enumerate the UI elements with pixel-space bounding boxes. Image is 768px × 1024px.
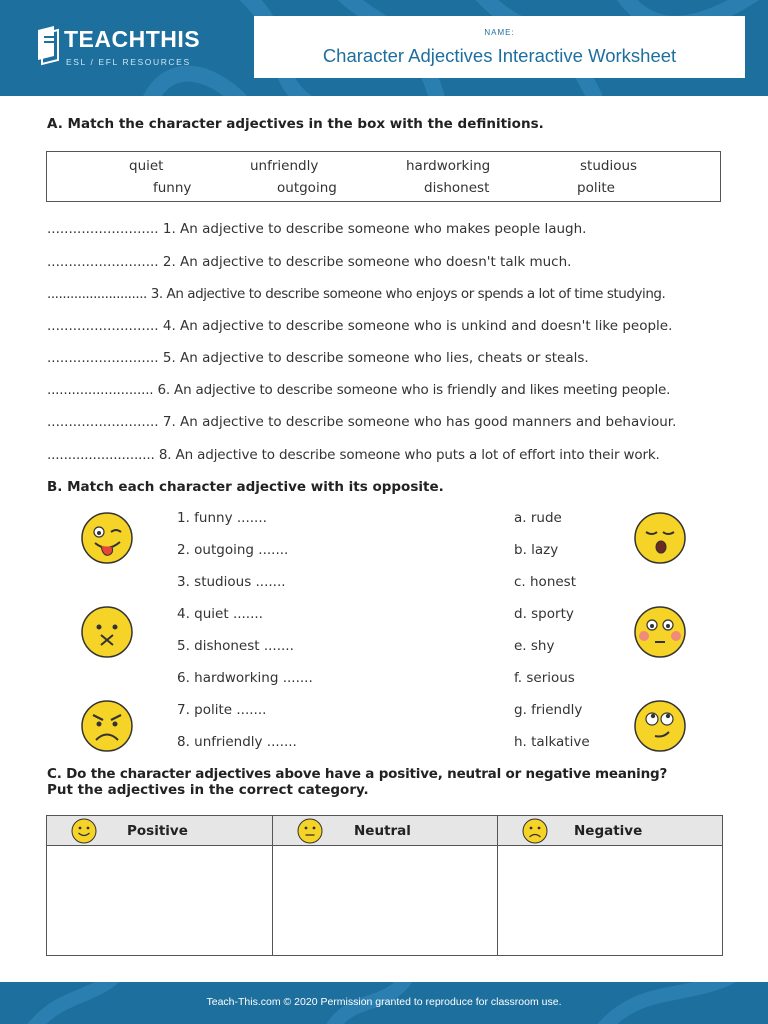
footer (0, 982, 768, 1024)
logo-text: TEACHTHIS (64, 26, 201, 52)
adjective-word-box (46, 151, 721, 202)
winking-tongue-face-icon (80, 511, 134, 565)
right-opposite-item: h. talkative (514, 734, 590, 750)
book-icon (34, 26, 62, 66)
copyright-notice[interactable]: Teach-This.com © 2020 Permission granted to reproduce for classroom use. (206, 996, 562, 1008)
header-banner (0, 0, 768, 96)
word-box-item: quiet (129, 158, 164, 174)
right-opposite-item: a. rude (514, 510, 562, 526)
definition-line[interactable]: .......................... 1. An adjective to describe someone who makes people laugh. (47, 221, 587, 237)
section-a-letter: A. (47, 116, 63, 132)
angry-face-icon (80, 699, 134, 753)
definition-line[interactable]: .......................... 4. An adjective to describe someone who is unkind and doesn't like people. (47, 318, 673, 334)
yawning-face-icon (633, 511, 687, 565)
section-b-heading (47, 479, 444, 495)
page-title: Character Adjectives Interactive Worksheet (322, 45, 677, 66)
left-adjective-item[interactable]: 6. hardworking ....... (177, 670, 313, 686)
right-opposite-item: d. sporty (514, 606, 574, 622)
right-opposite-item: b. lazy (514, 542, 559, 558)
name-field-label[interactable]: NAME: (484, 28, 515, 37)
left-adjective-item[interactable]: 8. unfriendly ....... (177, 734, 297, 750)
word-box-item: funny (153, 180, 192, 196)
definition-line[interactable]: .......................... 6. An adjective to describe someone who is friendly and likes meeting people. (47, 382, 671, 398)
right-opposite-item: e. shy (514, 638, 555, 654)
word-box-item: unfriendly (250, 158, 319, 174)
left-adjective-item[interactable]: 5. dishonest ....... (177, 638, 294, 654)
zipped-mouth-face-icon (80, 605, 134, 659)
definition-line[interactable]: .......................... 2. An adjective to describe someone who doesn't talk much. (47, 254, 572, 270)
category-table (46, 815, 723, 956)
definition-line[interactable]: .......................... 8. An adjective to describe someone who puts a lot of effort into their work. (47, 447, 660, 463)
section-c-heading (47, 766, 667, 798)
definition-line[interactable]: .......................... 7. An adjective to describe someone who has good manners and behaviour. (47, 414, 677, 430)
rolling-eyes-face-icon (633, 699, 687, 753)
sad-face-icon (522, 818, 548, 844)
section-b-instruction: Match each character adjective with its opposite. (67, 479, 444, 495)
right-opposite-item: g. friendly (514, 702, 583, 718)
left-adjective-item[interactable]: 1. funny ....... (177, 510, 267, 526)
definition-line[interactable]: .......................... 5. An adjective to describe someone who lies, cheats or steals. (47, 350, 589, 366)
neutral-column[interactable] (273, 816, 498, 955)
logo-subtext: ESL / EFL RESOURCES (66, 57, 191, 67)
definition-line[interactable]: .......................... 3. An adjective to describe someone who enjoys or spends a lot of time studying. (47, 286, 666, 302)
word-box-item: outgoing (277, 180, 337, 196)
word-box-item: dishonest (424, 180, 490, 196)
neutral-column-label: Neutral (354, 823, 411, 839)
left-adjective-item[interactable]: 7. polite ....... (177, 702, 267, 718)
left-adjective-item[interactable]: 2. outgoing ....... (177, 542, 289, 558)
section-b-letter: B. (47, 479, 63, 495)
word-box-item: hardworking (406, 158, 491, 174)
negative-column[interactable] (498, 816, 722, 955)
positive-column[interactable] (47, 816, 273, 955)
word-box-item: studious (580, 158, 638, 174)
section-a-instruction: Match the character adjectives in the box with the definitions. (67, 116, 544, 132)
smiling-face-icon (71, 818, 97, 844)
neutral-face-icon (297, 818, 323, 844)
right-opposite-item: f. serious (514, 670, 575, 686)
left-adjective-item[interactable]: 3. studious ....... (177, 574, 286, 590)
section-c-instruction-line2: Put the adjectives in the correct category. (47, 782, 369, 798)
left-adjective-item[interactable]: 4. quiet ....... (177, 606, 263, 622)
section-a-heading (47, 116, 544, 132)
positive-column-label: Positive (127, 823, 188, 839)
section-c-instruction-line1: C. Do the character adjectives above have a positive, neutral or negative meaning? (47, 766, 668, 782)
right-opposite-item: c. honest (514, 574, 577, 590)
title-box (254, 16, 745, 78)
negative-column-label: Negative (574, 823, 643, 839)
teachthis-logo[interactable] (20, 16, 224, 80)
word-box-item: polite (577, 180, 615, 196)
blushing-face-icon (633, 605, 687, 659)
